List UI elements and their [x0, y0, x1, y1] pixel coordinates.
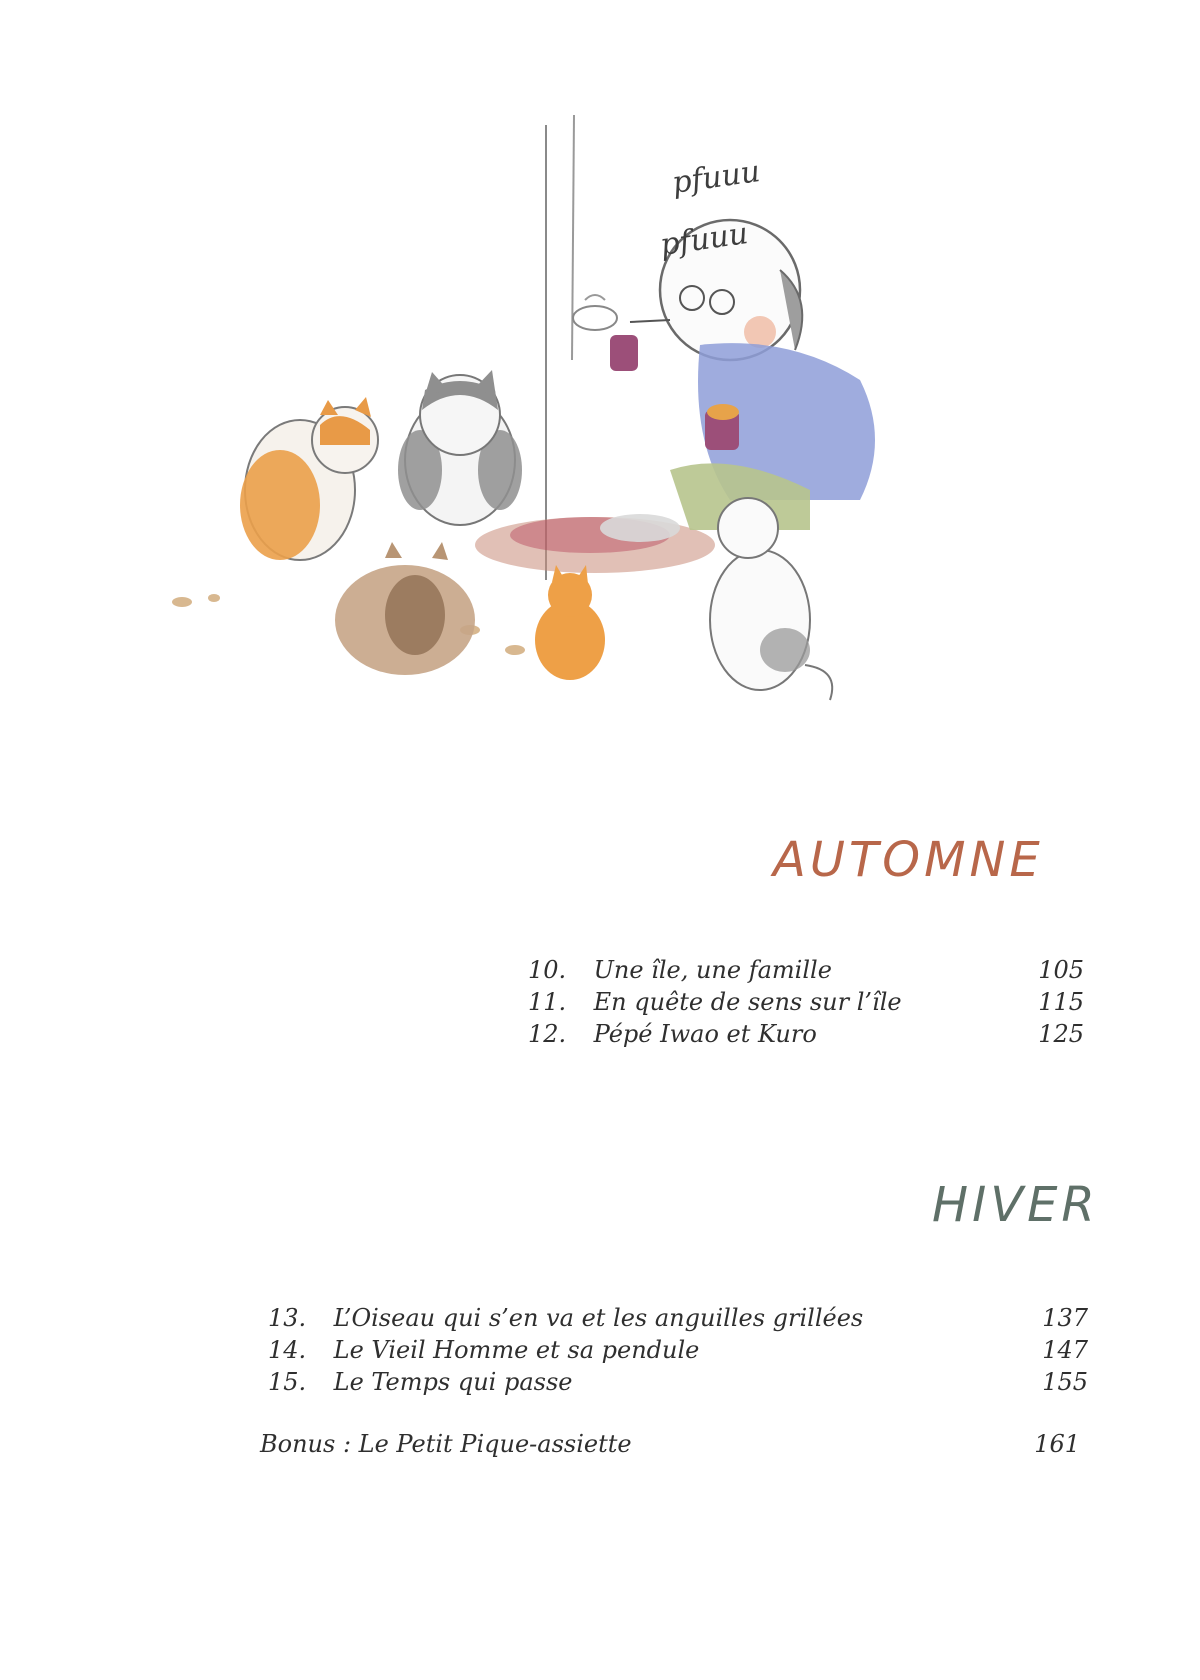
section-title-winter: HIVER: [932, 1177, 1099, 1233]
grandpa-and-cats-illustration: [170, 110, 950, 750]
toc-entry[interactable]: [268, 1366, 1088, 1398]
page-number: 115: [1038, 988, 1084, 1016]
chapter-title: Pépé Iwao et Kuro: [593, 1020, 817, 1048]
page-number: 161: [1034, 1430, 1080, 1458]
chapter-number: 11.: [528, 988, 567, 1016]
orange-kitten: [535, 565, 605, 680]
toc-entry[interactable]: [528, 986, 1084, 1018]
toc-list-winter: [268, 1302, 1088, 1398]
toc-entry[interactable]: [528, 1018, 1084, 1050]
toc-entry-bonus[interactable]: [260, 1428, 1080, 1460]
chapter-title: En quête de sens sur l’île: [593, 988, 902, 1016]
section-title-autumn: AUTOMNE: [773, 832, 1044, 888]
toc-entry[interactable]: [528, 954, 1084, 986]
bonus-title: Bonus : Le Petit Pique-assiette: [260, 1430, 632, 1458]
page-number: 105: [1038, 956, 1084, 984]
toc-entry[interactable]: [268, 1302, 1088, 1334]
sfx-text: pfuuu: [669, 154, 763, 201]
grandpa: [573, 220, 875, 530]
grey-white-cat: [398, 370, 522, 525]
chapter-number: 12.: [528, 1020, 567, 1048]
brown-cat: [335, 542, 475, 675]
chapter-title: Le Temps qui passe: [333, 1368, 573, 1396]
chapter-number: 14.: [268, 1336, 307, 1364]
chapter-number: 10.: [528, 956, 567, 984]
wall-line: [572, 115, 574, 360]
page-number: 137: [1042, 1304, 1088, 1332]
page-number: 155: [1042, 1368, 1088, 1396]
chapter-title: Une île, une famille: [593, 956, 832, 984]
page-number: 125: [1038, 1020, 1084, 1048]
chapter-number: 13.: [268, 1304, 307, 1332]
page-number: 147: [1042, 1336, 1088, 1364]
toc-entry[interactable]: [268, 1334, 1088, 1366]
chapter-title: Le Vieil Homme et sa pendule: [333, 1336, 700, 1364]
white-cat: [710, 498, 832, 700]
chapter-title: L’Oiseau qui s’en va et les anguilles grillées: [333, 1304, 864, 1332]
sfx-text: pfuuu: [657, 216, 751, 263]
toc-list-autumn: [528, 954, 1084, 1050]
chapter-number: 15.: [268, 1368, 307, 1396]
orange-tabby-cat: [240, 397, 378, 560]
